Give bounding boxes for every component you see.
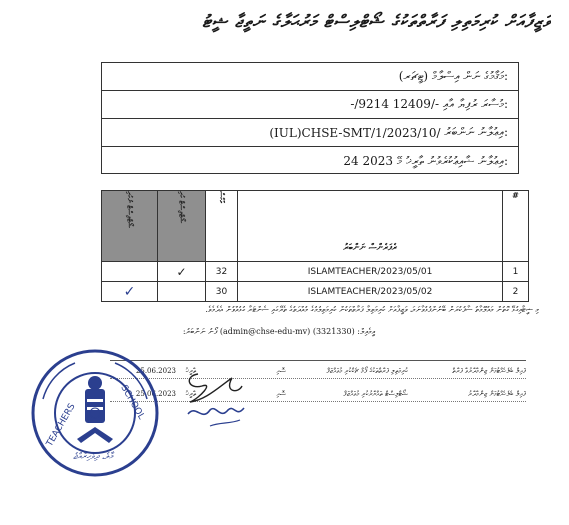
signature-sign-label: ސޮއި [276,367,286,375]
signature-date-label: ތާރީޚު [185,367,196,375]
contact-suffix: ފޯނު ނަންބަރު: [182,327,218,336]
header-not-shortlisted: ޝޯޓްލިސްޓް ނުކުރި [102,191,158,262]
signature-divider [110,360,526,361]
stamp-ring-text: TEACHERS [44,402,78,449]
header-reference: ރެފަރެންސް ނަންބަރު [238,191,503,262]
signature-name: ޝޯޓްލިސްޓް ތައްޔާރުކުރި މުވައްޒަފް [343,390,408,398]
info-row-position [102,63,518,91]
info-row-salary [102,91,518,119]
contact-phone: (3321330) [312,327,355,336]
info-label: އިޢުލާނު ޝާއިޢުކުރެވުނު ތާރީޚު: [406,153,508,168]
signature-row-2 [110,387,526,401]
stamp-ring-text: SCHOOL [118,383,147,422]
cell-reference: ISLAMTEACHER/2023/05/01 [238,262,503,282]
cell-marks: 32 [206,262,238,282]
contact-email: (admin@chse-edu-mv) [219,327,311,336]
cell-shortlisted [158,282,206,302]
cell-marks: 30 [206,282,238,302]
vacancy-info-box [101,62,519,174]
check-icon: ✓ [176,264,187,279]
info-value: -/9214 ރުފިޔާ އާއި -/12409 [350,97,478,111]
cell-reference: ISLAMTEACHER/2023/05/02 [238,282,503,302]
header-number: # [503,191,529,262]
shortlist-table [101,190,529,302]
contact-details [129,327,429,337]
cell-not-shortlisted [102,282,158,302]
cell-number: 1 [503,262,529,282]
stamp-emblem-icon [77,376,113,443]
signature-date-label: ތާރީޚު [185,390,196,398]
info-value: (IUL)CHSE-SMT/1/2023/10/ [269,125,441,140]
handwritten-signature [180,364,252,436]
info-row-announcement-date [102,147,518,175]
table-row [102,282,529,302]
info-label: މަޤާމުގެ ނަން: [463,69,508,83]
info-value: 24 މޭ 2023 [343,153,403,168]
signature-dotted-line [110,401,526,402]
official-stamp [25,343,165,483]
handwritten-check-icon: ✓ [123,283,136,300]
cell-not-shortlisted [102,262,158,282]
document-heading: ވަޒީފާއަށް ކުރިމަތިލި ފަރާތްތަކުގެ ޝޯޓްލިސްޓް މަރުޙަލާގެ ނަތީޖާ ޝީޓު [202,12,551,32]
info-label: މުސާރަ: [481,97,508,111]
info-label: އިޢުލާނު ނަންބަރު: [444,125,508,139]
info-value: އިސްލާމް (ޓީޗަރ) [398,69,460,83]
table-row [102,262,529,282]
stamp-caption: މާލެ، ދިވެހިރާއްޖެ [73,452,113,462]
header-shortlisted: ޝޯޓްލިސްޓް ކުރި [158,191,206,262]
contact-note: މި ޝީޓާއިގުޅޭ ގޮތުން މައުލޫމާތު ސާފުކުރަން ބޭނުންފުޅުވާނަމަ، ވަޒީފާއަށް ކުރިމަތިލާ ފަރާތްތަކުން ކުރިމަތިލުމުގެ މުއްދަތުގެ ތެރޭގައި ސެންޓަރާ ގުޅުއްވުން އެދެމެވެ. [205,305,539,314]
signature-name: ކުރިމަތިލި ފަރާތްތަކުގެ ފޯމް ޗެކްކުރި މުވައްޒަފް [326,367,408,375]
signature-sign-label: ސޮއި [276,390,286,398]
signature-date: 25.06.2023 [135,367,176,375]
cell-number: 2 [503,282,529,302]
signature-date: 25.06.2023 [135,390,176,398]
info-row-announcement-number [102,119,518,147]
header-marks: މާކްސް [206,191,238,262]
signature-row-1 [110,364,526,378]
signature-role: ފައިލް ބެލެހެއްޓުމަށް ޒިންމާދާރު [467,390,526,398]
contact-prefix: އީމެއިލް: [357,327,376,336]
signature-role: ފައިލް ބެލެހެއްޓުމަށް ޒިންމާދާރުވާ ފަރާތް [452,367,526,375]
cell-shortlisted [158,262,206,282]
signature-dotted-line [110,378,526,379]
